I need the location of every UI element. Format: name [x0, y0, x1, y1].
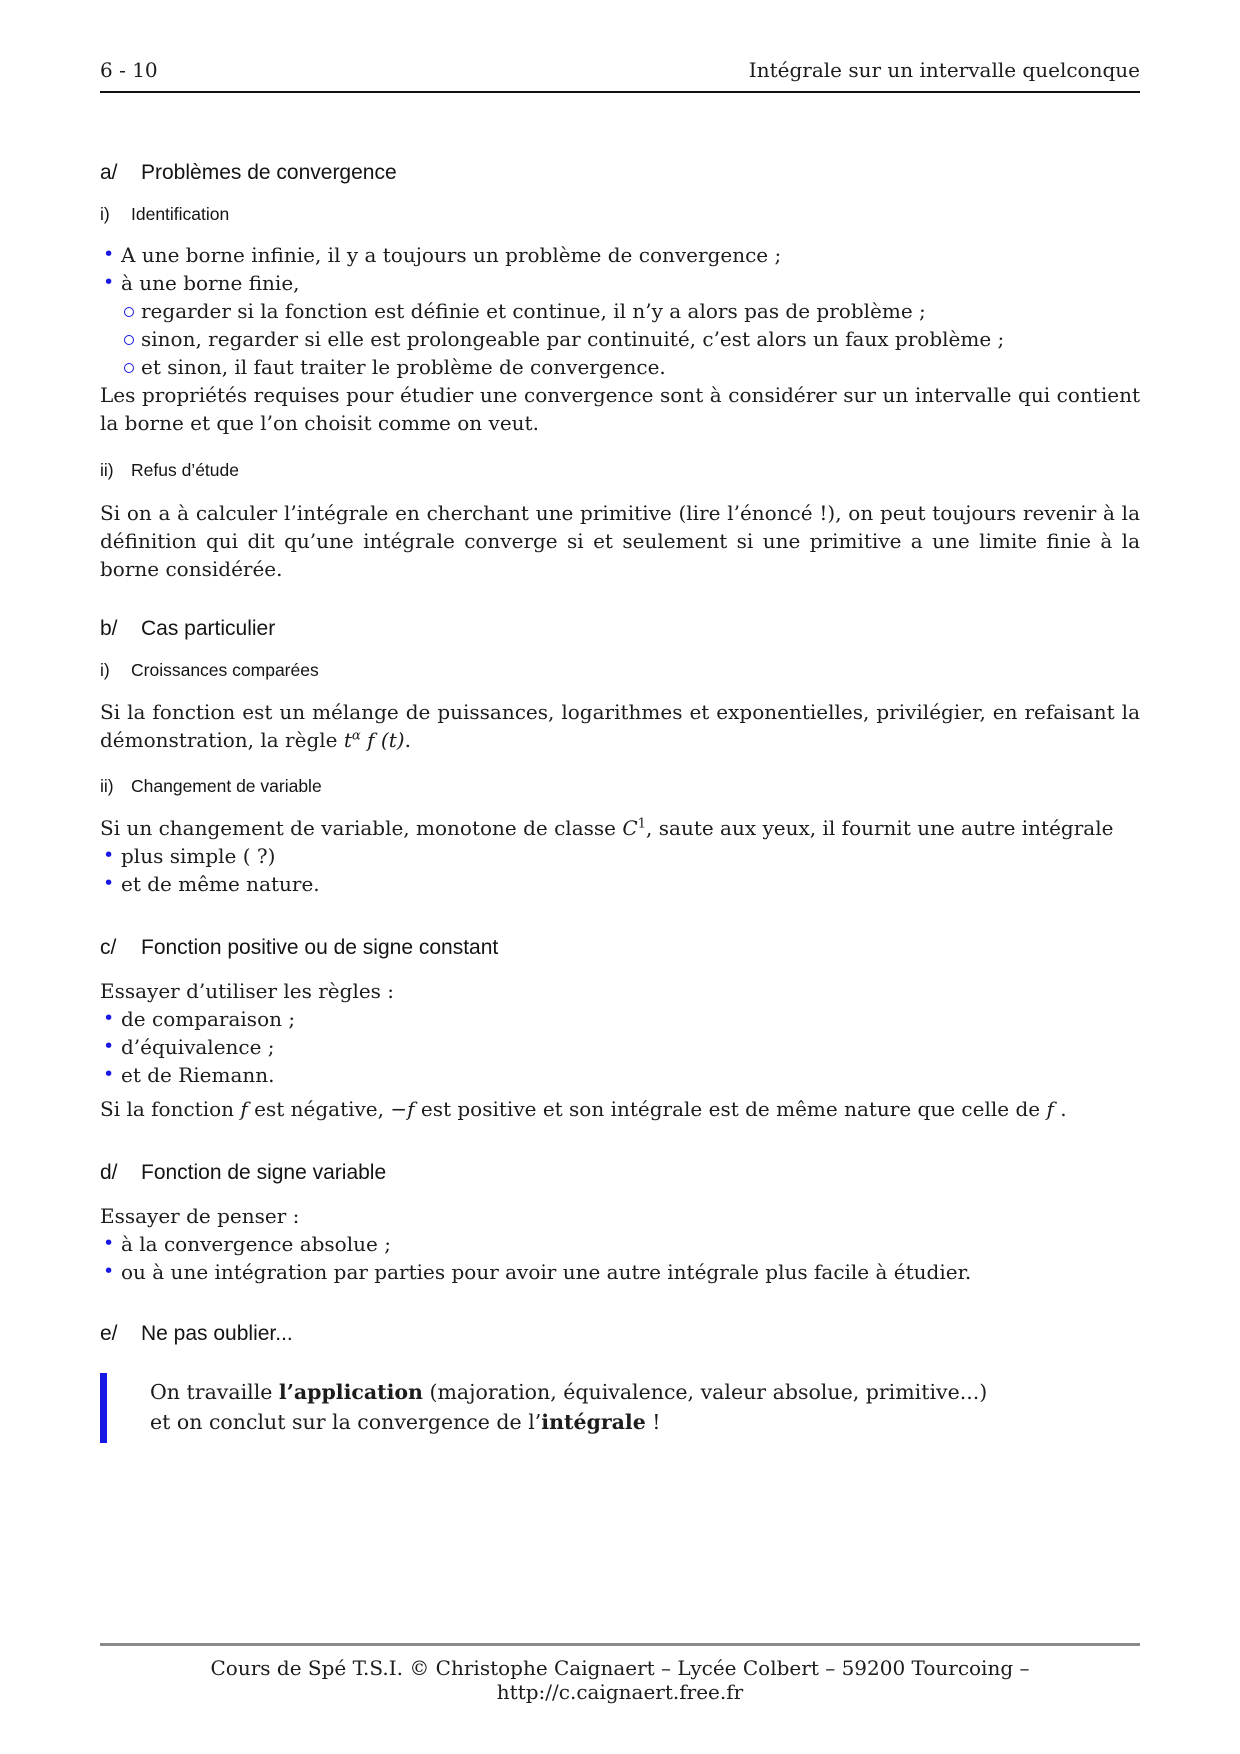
paragraph-text: Essayer de penser : — [100, 1204, 300, 1228]
list-item-text: à une borne finie, — [121, 271, 300, 295]
list-item — [100, 241, 1140, 269]
list-item — [100, 269, 1140, 297]
footer-text: Cours de Spé T.S.I. © Christophe Caignaert – Lycée Colbert – 59200 Tourcoing – http://c.caignaert.free.fr — [210, 1656, 1030, 1704]
list-item-text: plus simple ( ?) — [121, 844, 276, 868]
section-b-title: Cas particulier — [141, 617, 276, 640]
subsection-a-i-title: Identification — [131, 204, 230, 224]
list-item — [100, 1033, 1140, 1061]
subsection-a-i-label: i) — [100, 204, 110, 224]
section-a-content — [100, 241, 1140, 437]
list-item-text: et sinon, il faut traiter le problème de convergence. — [141, 355, 666, 379]
math-f: f — [1046, 1097, 1054, 1121]
list-item-text: regarder si la fonction est définie et continue, il n’y a alors pas de problème ; — [141, 299, 926, 323]
paragraph-text: Si la fonction — [100, 1097, 241, 1121]
paragraph-text: Si on a à calculer l’intégrale en cherchant une primitive (lire l’énoncé !), on peut toujours revenir à la définition qui dit qu’une intégrale converge si et seulement si une primitive a une limite finie à la borne considérée. — [100, 501, 1140, 581]
math-alpha-superscript: α — [351, 728, 361, 744]
list-item — [100, 870, 1140, 898]
list-item-text: A une borne infinie, il y a toujours un problème de convergence ; — [121, 243, 782, 267]
math-t: t — [343, 728, 352, 752]
section-b-heading — [100, 615, 1140, 642]
list-item — [100, 1061, 1140, 1089]
list-item-text: d’équivalence ; — [121, 1035, 275, 1059]
list-item — [100, 1258, 1140, 1286]
callout-text: et on conclut sur la convergence de l’ — [150, 1410, 542, 1434]
sub-list-item — [100, 325, 1140, 353]
section-b-content — [100, 814, 1140, 898]
section-c-label: c/ — [100, 936, 117, 959]
list-item-text: de comparaison ; — [121, 1007, 296, 1031]
paragraph-text: Si un changement de variable, monotone de classe — [100, 816, 623, 840]
paragraph — [100, 381, 1140, 437]
subsection-a-ii-label: ii) — [100, 460, 114, 480]
paragraph — [100, 1095, 1140, 1123]
math-f-of-t: f (t) — [367, 728, 405, 752]
sub-list-item — [100, 353, 1140, 381]
paragraph-text: Si la fonction est un mélange de puissances, logarithmes et exponentielles, privilégier, en refaisant la démonstration, la règle — [100, 700, 1140, 752]
subsection-b-ii-title: Changement de variable — [131, 776, 322, 796]
subsection-b-i-label: i) — [100, 660, 110, 680]
callout-text: On travaille — [150, 1380, 279, 1404]
paragraph — [100, 499, 1140, 583]
section-c-content — [100, 977, 1140, 1123]
paragraph — [100, 977, 1140, 1005]
list-item — [100, 842, 1140, 870]
section-e-label: e/ — [100, 1322, 118, 1345]
callout-bold-text: intégrale — [541, 1410, 646, 1434]
subsection-a-i-heading — [100, 203, 1140, 225]
callout-line — [150, 1407, 1140, 1437]
subsection-a-ii-title: Refus d’étude — [131, 460, 239, 480]
subsection-a-ii-heading — [100, 459, 1140, 481]
section-a-label: a/ — [100, 161, 118, 184]
list-item-text: à la convergence absolue ; — [121, 1232, 391, 1256]
section-d-label: d/ — [100, 1161, 118, 1184]
paragraph-text: Essayer d’utiliser les règles : — [100, 979, 395, 1003]
paragraph-text: . — [404, 728, 411, 752]
section-d-content — [100, 1202, 1140, 1286]
paragraph — [100, 1202, 1140, 1230]
list-item-text: et de même nature. — [121, 872, 320, 896]
subsection-b-i-heading — [100, 659, 1140, 681]
callout-bold-text: l’application — [278, 1380, 423, 1404]
callout-line — [150, 1377, 1140, 1407]
list-item — [100, 1005, 1140, 1033]
section-b-label: b/ — [100, 617, 118, 640]
subsection-b-ii-label: ii) — [100, 776, 114, 796]
section-a-heading — [100, 159, 1140, 186]
page-header — [100, 58, 1140, 93]
paragraph-text: . — [1053, 1097, 1067, 1121]
section-d-title: Fonction de signe variable — [141, 1161, 387, 1184]
list-item-text: ou à une intégration par parties pour avoir une autre intégrale plus facile à étudier. — [121, 1260, 972, 1284]
section-c-heading — [100, 934, 1140, 961]
math-f: f — [407, 1097, 415, 1121]
list-item — [100, 1230, 1140, 1258]
chapter-title: Intégrale sur un intervalle quelconque — [748, 58, 1140, 82]
list-item-text: et de Riemann. — [121, 1063, 275, 1087]
section-c-title: Fonction positive ou de signe constant — [141, 936, 499, 959]
highlight-callout — [100, 1373, 1140, 1443]
page-number: 6 - 10 — [100, 58, 158, 82]
section-e-heading — [100, 1320, 1140, 1347]
page-footer — [100, 1643, 1140, 1704]
paragraph-text: est négative, − — [247, 1097, 408, 1121]
sub-list-item — [100, 297, 1140, 325]
math-script-C: C — [622, 816, 638, 840]
paragraph-text: est positive et son intégrale est de même nature que celle de — [414, 1097, 1047, 1121]
paragraph — [100, 698, 1140, 754]
math-one-superscript: 1 — [637, 816, 647, 832]
paragraph-text: , saute aux yeux, il fournit une autre intégrale — [646, 816, 1114, 840]
section-d-heading — [100, 1159, 1140, 1186]
subsection-b-i-title: Croissances comparées — [131, 660, 319, 680]
section-a-title: Problèmes de convergence — [141, 161, 397, 184]
callout-text: (majoration, équivalence, valeur absolue, primitive...) — [422, 1380, 988, 1404]
paragraph-text: Les propriétés requises pour étudier une convergence sont à considérer sur un intervalle qui contient la borne et que l’on choisit comme on veut. — [100, 383, 1140, 435]
subsection-b-ii-heading — [100, 775, 1140, 797]
section-e-title: Ne pas oublier... — [141, 1322, 293, 1345]
callout-text: ! — [645, 1410, 661, 1434]
math-f: f — [240, 1097, 248, 1121]
paragraph — [100, 814, 1140, 842]
list-item-text: sinon, regarder si elle est prolongeable par continuité, c’est alors un faux problème ; — [141, 327, 1005, 351]
